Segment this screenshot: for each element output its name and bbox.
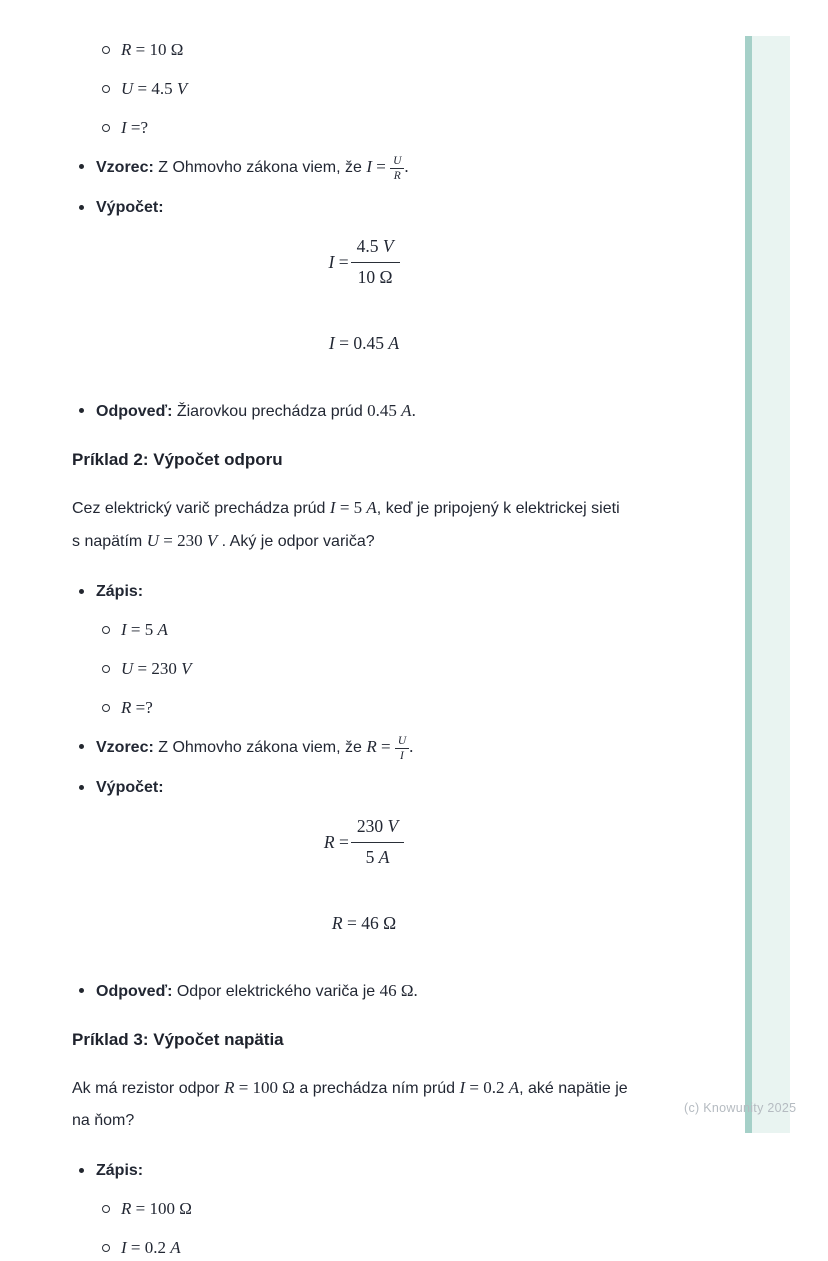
circle-bullet-icon — [102, 1244, 110, 1252]
inline-fraction — [395, 735, 409, 762]
fraction-numerator: U — [393, 155, 402, 167]
fraction-denominator: 5 A — [351, 842, 404, 871]
inline-fraction — [390, 155, 404, 182]
list-item-vzorec — [72, 735, 672, 762]
math-given-value: R =? — [121, 698, 153, 718]
math-given-value: R = 10 Ω — [121, 40, 184, 59]
bullet-icon — [79, 744, 84, 749]
circle-bullet-icon — [102, 704, 110, 712]
fraction-denominator: 10 Ω — [351, 262, 400, 291]
circle-bullet-icon — [102, 85, 110, 93]
math-given-value: I = 0.2 A — [121, 1238, 181, 1258]
math-given-value: R = 100 Ω — [121, 1199, 192, 1219]
list-item — [72, 657, 672, 682]
formula-text: R = 46 Ω — [331, 913, 397, 934]
section-heading: Príklad 3: Výpočet napätia — [72, 1030, 284, 1050]
bullet-icon — [79, 205, 84, 210]
circle-bullet-icon — [102, 665, 110, 673]
list-item-odpoved — [72, 979, 672, 1004]
list-item-vzorec — [72, 155, 672, 182]
circle-bullet-icon — [102, 626, 110, 634]
period: . — [404, 157, 409, 177]
section-heading: Príklad 2: Výpočet odporu — [72, 450, 283, 470]
paragraph-line: s napätím U = 230 V . Aký je odpor variča? — [72, 531, 375, 551]
paragraph-line: na ňom? — [72, 1112, 135, 1130]
list-item — [72, 77, 672, 102]
list-item — [72, 618, 672, 643]
formula-lhs: R = — [323, 831, 349, 852]
paragraph-line: Cez elektrický varič prechádza prúd I = 5 A, keď je pripojený k elektrickej sieti — [72, 498, 620, 518]
list-item-vypocet — [72, 776, 672, 800]
bullet-icon — [79, 589, 84, 594]
list-item-vypocet — [72, 196, 672, 220]
fraction-numerator: 230 V — [356, 816, 399, 837]
vypocet-label: Výpočet: — [96, 199, 164, 217]
fraction-denominator: R — [390, 168, 404, 182]
circle-bullet-icon — [102, 124, 110, 132]
bullet-icon — [79, 785, 84, 790]
problem-statement — [72, 492, 672, 558]
display-formula — [72, 234, 656, 291]
problem-statement — [72, 1072, 672, 1137]
list-item-odpoved — [72, 399, 672, 424]
zapis-label: Zápis: — [96, 583, 144, 601]
bullet-icon — [79, 988, 84, 993]
odpoved-line: Odpoveď: Odpor elektrického variča je 46 Ω. — [96, 981, 418, 1001]
list-item — [72, 1197, 672, 1222]
circle-bullet-icon — [102, 46, 110, 54]
math-given-value: I =? — [121, 118, 149, 137]
paragraph-line: Ak má rezistor odpor R = 100 Ω a prechádza ním prúd I = 0.2 A, aké napätie je — [72, 1078, 628, 1098]
display-formula — [72, 814, 656, 871]
fraction — [351, 814, 404, 871]
display-formula-result — [72, 911, 656, 937]
vzorec-text: Vzorec: Z Ohmovho zákona viem, že I = — [96, 157, 391, 177]
accent-panel — [752, 36, 790, 1133]
bullet-icon — [79, 408, 84, 413]
vzorec-line — [96, 155, 672, 182]
formula-text: I = 0.45 A — [328, 333, 400, 354]
math-given-value: U = 4.5 V — [121, 79, 188, 98]
list-item — [72, 38, 672, 63]
formula-lhs: I = — [328, 251, 349, 272]
list-item — [72, 116, 672, 141]
vzorec-text: Vzorec: Z Ohmovho zákona viem, že R = — [96, 737, 395, 757]
watermark: (c) Knowunity 2025 — [684, 1101, 797, 1115]
fraction-denominator: I — [395, 748, 409, 762]
vypocet-label: Výpočet: — [96, 779, 164, 797]
bullet-icon — [79, 164, 84, 169]
period: . — [409, 737, 414, 757]
display-formula-result — [72, 331, 656, 357]
fraction-numerator: 4.5 V — [356, 236, 394, 257]
list-item — [72, 1236, 672, 1261]
odpoved-line: Odpoveď: Žiarovkou prechádza prúd 0.45 A. — [96, 401, 416, 421]
accent-stripe — [745, 36, 752, 1133]
vzorec-line — [96, 735, 672, 762]
list-item — [72, 696, 672, 721]
list-item-zapis — [72, 1159, 672, 1183]
zapis-label: Zápis: — [96, 1162, 144, 1180]
list-item-zapis — [72, 580, 672, 604]
circle-bullet-icon — [102, 1205, 110, 1213]
fraction — [351, 234, 400, 291]
math-given-value: I = 5 A — [121, 620, 168, 640]
math-given-value: U = 230 V — [121, 659, 192, 679]
fraction-numerator: U — [397, 735, 407, 748]
